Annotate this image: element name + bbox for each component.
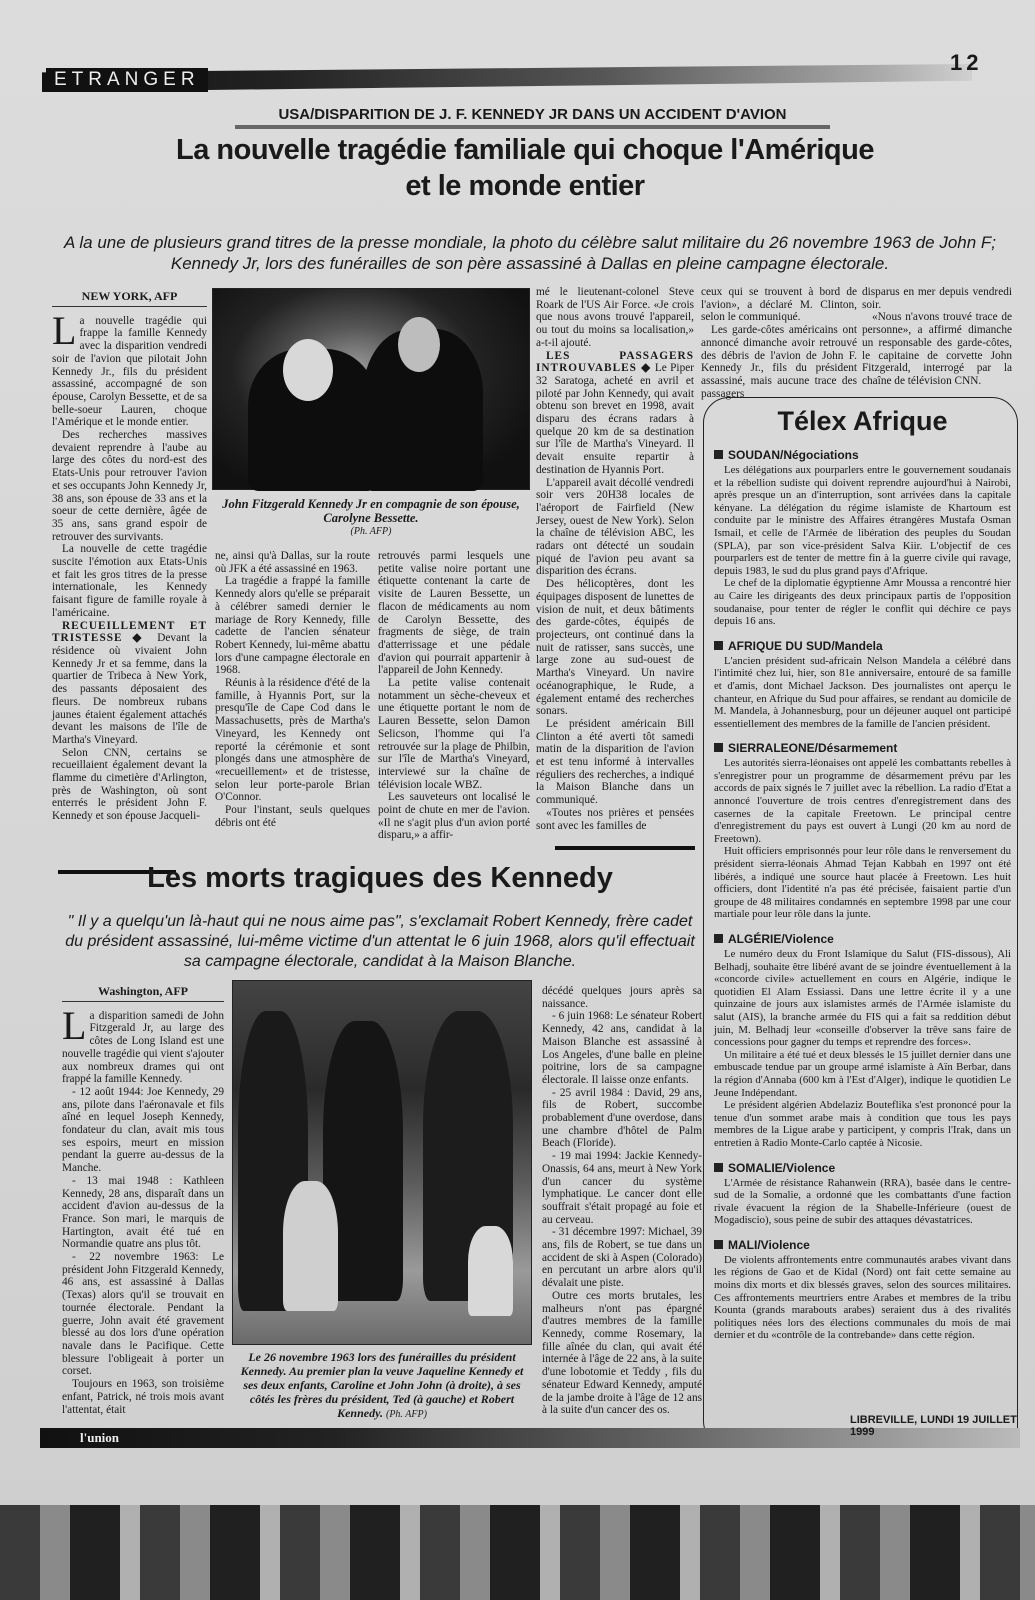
paragraph bbox=[62, 1175, 224, 1251]
telex-item-heading bbox=[714, 639, 1011, 653]
article-headline bbox=[60, 132, 990, 204]
paragraph bbox=[542, 1226, 702, 1290]
photo-caption bbox=[232, 1350, 532, 1422]
child-figure bbox=[283, 1181, 338, 1311]
telex-paragraph: Le président algérien Abdelaziz Bouteflika s'est prononcé pour la tenue d'un sommet arabe mais à condition que tous les pays membres de la Ligue arabe y participent, y compris l'Irak, dans un entretien à Radio Monte-Carlo captée à Nicosie. bbox=[714, 1099, 1011, 1149]
paragraph bbox=[536, 350, 694, 477]
divider bbox=[555, 846, 695, 850]
square-bullet-icon bbox=[714, 934, 723, 943]
child-figure bbox=[468, 1226, 513, 1316]
paragraph bbox=[542, 1087, 702, 1151]
telex-paragraph: Le numéro deux du Front Islamique du Salut (FIS-dissous), Ali Belhadj, souhaite être libéré avant de se joindre éventuellement à la «concorde civile» actuellement en cours en Algérie, indique le quotidien El Alam Essiassi. Dans une lettre écrite il y a une quinzaine de jours aux islamistes armés de l'Armée islamiste du salut (AIS), la branche armée du FIS qui a fait sa reddition début juin, M. Belhadj leur «conseille d'observer la trêve sans faire de concessions pour gagner du temps et reprendre des forces». bbox=[714, 948, 1011, 1049]
telex-paragraph: Le chef de la diplomatie égyptienne Amr Moussa a rencontré hier au Caire les dirigeants des deux principaux partis de l'opposition soudanaise, pour tenter de régler le conflit qui déchire ce pays depuis 16 ans. bbox=[714, 577, 1011, 628]
paragraph-text: - 22 novembre 1963: Le président John Fitzgerald Kennedy, 46 ans, est assassiné à Dallas (Texas) alors qu'il se trouvait en tournée électorale. Pendant la guerre, John avait été gravement blessé au dos lors d'une opération navale dans le Pacifique. Cette blessure l'obligeait à porter un corset. bbox=[62, 1251, 224, 1378]
paragraph bbox=[215, 677, 370, 804]
paragraph bbox=[536, 807, 694, 832]
background-floor bbox=[0, 1505, 1035, 1600]
photo-credit: (Ph. AFP) bbox=[385, 1409, 427, 1420]
article2-deck: " Il y a quelqu'un là-haut qui ne nous aime pas", s'exclamait Robert Kennedy, frère cadet du président assassiné, lui-même victime d'un attentat le 6 juin 1968, alors qu'il effectuait sa campagne électorale, candidat à la Maison Blanche. bbox=[65, 913, 695, 970]
square-bullet-icon bbox=[714, 450, 723, 459]
photo-credit: (Ph. AFP) bbox=[350, 526, 392, 537]
paragraph bbox=[536, 718, 694, 807]
paragraph-text: Pour l'instant, seuls quelques débris ont été bbox=[215, 804, 370, 829]
paragraph-text: décédé quelques jours après sa naissance. bbox=[542, 985, 702, 1010]
dateline: NEW YORK, AFP bbox=[52, 290, 207, 307]
paragraph-text: - 13 mai 1948 : Kathleen Kennedy, 28 ans, disparaît dans un accident d'avion au-dessus de la France. Son mari, le marquis de Hartington, avait été tué en Normandie quatre ans plus tôt. bbox=[62, 1174, 224, 1251]
paragraph-text: La tragédie a frappé la famille Kennedy alors qu'elle se préparait à célébrer samedi dernier le mariage de Rory Kennedy, fille cadette de l'ancien sénateur Robert Kennedy, lui-même abattu lors d'une campagne électorale en 1968. bbox=[215, 575, 370, 677]
paragraph-text: La nouvelle de cette tragédie suscite l'émotion aux Etats-Unis et fait les gros titres de la presse internationale, les Kennedy faisant figure de famille royale à l'américaine. bbox=[52, 543, 207, 619]
square-bullet-icon bbox=[714, 743, 723, 752]
paragraph bbox=[62, 1251, 224, 1378]
paragraph bbox=[378, 677, 530, 791]
paragraph bbox=[52, 747, 207, 823]
article-kicker: USA/DISPARITION DE J. F. KENNEDY JR DANS UN ACCIDENT D'AVION bbox=[235, 106, 830, 129]
paragraph bbox=[542, 1010, 702, 1086]
article-column bbox=[52, 290, 207, 855]
caption-text: Le 26 novembre 1963 lors des funérailles du président Kennedy. Au premier plan la veuve Jaqueline Kennedy et ses deux enfants, Caroline et John John (à droite), à ses côtés les frères du président, Ted (à gauche) et Robert Kennedy. bbox=[240, 1350, 524, 1420]
paragraph-text: - 25 avril 1984 : David, 29 ans, fils de Robert, succombe probablement d'une overdose, dans une chambre d'hôtel de Palm Beach (Floride). bbox=[542, 1086, 702, 1150]
paragraph-text: mé le lieutenant-colonel Steve Roark de l'US Air Force. «Je crois que nous avons trouvé l'appareil, ou tout du moins sa localisation,» a-t-il ajouté. bbox=[536, 286, 694, 349]
paragraph bbox=[62, 1086, 224, 1175]
telex-paragraph: Les autorités sierra-léonaises ont appelé les combattants rebelles à s'enregistrer pour un programme de désarmement prévu par les accords de paix signés le 7 juillet avec la rébellion. La radio d'Etat a annoncé l'ouverture de trois centres d'enregistrement dans des casernes de la capitale Freetown. Le principal centre d'enregistrement du pays est ouvert à Lungi (20 km au nord de Freetown). bbox=[714, 757, 1011, 845]
telex-item-heading bbox=[714, 1161, 1011, 1175]
paragraph bbox=[542, 1150, 702, 1226]
paragraph-text: La nouvelle tragédie qui frappe la famille Kennedy avec la disparition vendredi soir de l'avion que pilotait John Kennedy Jr., fils du président assassiné, accompagné de son épouse, Carolyn Bessette, et de sa belle-soeur Lauren, choque l'Amérique et le monde entier. bbox=[52, 307, 207, 429]
telex-paragraph: De violents affrontements entre communautés arabes vivant dans les régions de Gao et de Kidal (Nord) ont fait cette semaine au moins dix morts et dix blessés graves, selon des sources militaires. Ces affrontements meurtriers entre Arabes et membres de la tribu Kounta (grands marabouts arabes) seraient dus à des rivalités politiques nées lors des élections communales du mois de mai dernier et du «contrôle de la contrebande» dans cette région. bbox=[714, 1253, 1011, 1342]
issue-date: LIBREVILLE, LUNDI 19 JUILLET 1999 bbox=[850, 1414, 1017, 1438]
section-label: ETRANGER bbox=[46, 68, 208, 92]
heading-text: SIERRALEONE/Désarmement bbox=[728, 741, 898, 756]
telex-paragraph: L'Armée de résistance Rahanwein (RRA), basée dans le centre-sud de la Somalie, a ordonné que les combattants d'une faction rivale évacuent la région de la Shabelle-Inférieure (ouest de Mogadiscio), sous peine de subir des attaques dévastatrices. bbox=[714, 1176, 1011, 1227]
paragraph-text: - 12 août 1944: Joe Kennedy, 29 ans, pilote dans l'aéronavale et fils aîné en lequel Joseph Kennedy, fondateur du clan, avait mis tous ses espoirs, meurt en mission pendant la guerre au-dessus de la Manche. bbox=[62, 1085, 224, 1175]
face bbox=[283, 339, 333, 401]
paragraph bbox=[52, 620, 207, 747]
paragraph-text: disparus en mer depuis vendredi soir. bbox=[862, 286, 1012, 311]
telex-paragraph: Les délégations aux pourparlers entre le gouvernement soudanais et la rébellion sudiste qui doivent reprendre aujourd'hui à Nairobi, après presque un an d'interruption, sont arrivées dans la capitale kényane. La délégation du régime islamiste de Khartoum est conduite par le ministre des Affaires étrangères Mustafa Osman Ismail, et celle de l'Armée de libération des peuples du Soudan (SPLA), par son vice-président Salva Kiir. L'objectif de ces pourparlers est de tenter de mettre fin à la guerre civile qui ravage, depuis 1983, le sud du plus grand pays d'Afrique. bbox=[714, 464, 1011, 577]
telex-paragraph: L'ancien président sud-africain Nelson Mandela a célébré dans l'intimité chez lui, hier, son 81e anniversaire, entouré de sa famille et d'amis, dont Michael Jackson. Des journalistes ont aperçu le chanteur, en Afrique du Sud pour affaires, se rendant au domicile de M. Mandela, à Johannesburg, pour un déjeuner auquel ont participé essentiellement des membres de la famille de l'ancien président. bbox=[714, 654, 1011, 730]
dateline: Washington, AFP bbox=[62, 985, 224, 1002]
paragraph bbox=[62, 1002, 224, 1086]
telex-item-heading bbox=[714, 448, 1011, 462]
paragraph-text: retrouvés parmi lesquels une petite valise noire portant une étiquette contenant la carte de visite de Lauren Bessette, un flacon de médicaments au nom de Carolyn Bessette, des fragments de siège, de train d'atterrissage et une pédale d'avion qui pourrait appartenir à l'appareil de John Kennedy. bbox=[378, 550, 530, 677]
paragraph-text: L'appareil avait décollé vendredi soir vers 20H38 locales de l'aéroport de Fairfield (New Jersey, ouest de New York). Selon la chaîne de télévision ABC, les radars ont détecté un soudain piqué de l'avion peu avant sa disparition des écrans. bbox=[536, 476, 694, 578]
paragraph bbox=[215, 575, 370, 677]
paragraph bbox=[701, 324, 857, 400]
article-column bbox=[701, 286, 857, 400]
paragraph-text: Des recherches massives devaient reprendre à l'aube au large des côtes du nord-est des Etats-Unis pour retrouver l'avion et ses occupants John Kennedy Jr, 38 ans, son épouse de 33 ans et la soeur de cette dernière, âgée de 35 ans, sans grand espoir de retrouver des survivants. bbox=[52, 429, 207, 543]
article-column bbox=[536, 286, 694, 851]
telex-item-heading bbox=[714, 1238, 1011, 1252]
article-column bbox=[862, 286, 1012, 391]
photo-kennedy-couple bbox=[212, 288, 530, 490]
subhead: LES PASSAGERS INTROUVABLES ◆ bbox=[536, 349, 694, 375]
paragraph bbox=[536, 578, 694, 718]
paragraph-text: Devant la résidence où vivaient John Kennedy Jr et sa femme, dans la quartier de Tribeca à New York, des passants déposaient des fleurs. De nombreux rubans jaunes étaient également attachés devant les maisons de l'île de Martha's Vineyard. bbox=[52, 632, 207, 746]
paragraph-text: La disparition samedi de John Fitzgerald Jr, au large des côtes de Long Island est une nouvelle tragédie qui vient s'ajouter aux nombreux drames qui ont frappé la famille Kennedy. bbox=[62, 1002, 224, 1086]
paragraph bbox=[536, 477, 694, 579]
paragraph bbox=[52, 307, 207, 429]
face bbox=[398, 317, 440, 372]
paragraph-text: Réunis à la résidence d'été de la famille, à Hyannis Port, sur la presqu'île de Cape Cod dans le Massachusetts, près de Martha's Vineyard, les Kennedy ont reporté la cérémonie et sont plongés dans une atmosphère de «recueillement» et de tristesse, selon leur porte-parole Brian O'Connor. bbox=[215, 677, 370, 804]
telex-afrique-box bbox=[703, 397, 1018, 1447]
headline-line-2: et le monde entier bbox=[405, 170, 645, 202]
paragraph-text: Toujours en 1963, son troisième enfant, Patrick, né trois mois avant l'attentat, était bbox=[62, 1378, 224, 1416]
telex-item-heading bbox=[714, 741, 1011, 755]
photo-caption bbox=[212, 497, 530, 539]
heading-text: SOMALIE/Violence bbox=[728, 1160, 836, 1175]
article-deck: A la une de plusieurs grand titres de la presse mondiale, la photo du célèbre salut militaire du 26 novembre 1963 de John F; Kennedy Jr, lors des funérailles de son père assassiné à Dallas en pleine campagne électorale. bbox=[63, 233, 997, 273]
square-bullet-icon bbox=[714, 1240, 723, 1249]
paragraph bbox=[215, 550, 370, 575]
paragraph-text: La petite valise contenait notamment un sèche-cheveux et une étiquette portant le nom de Lauren Bessette, selon Damon Selicson, l'homme qui l'a retrouvée sur la plage de Philbin, sur l'île de Martha's Vineyard, interviewé sur la chaîne de télévision locale WBZ. bbox=[378, 677, 530, 791]
paragraph-text: Le Piper 32 Saratoga, acheté en avril et piloté par John Kennedy, qui avait obtenu son brevet en 1998, avait disparu des écrans radars à quelque 20 km de sa destination sur l'île de Martha's Vineyard. Il devait ensuite repartir à destination de Hyannis Port. bbox=[536, 362, 694, 476]
paragraph bbox=[536, 286, 694, 350]
headline-line-1: La nouvelle tragédie familiale qui choque l'Amérique bbox=[175, 134, 874, 166]
telex-paragraph: Un militaire a été tué et deux blessés le 15 juillet dernier dans une embuscade tendue par un groupe armé islamiste à Aïn Berbar, dans la région d'Annaba (600 km à l'Est d'Alger), indique le quotidien Le Jeune Indépendant. bbox=[714, 1048, 1011, 1099]
caption-text: John Fitzgerald Kennedy Jr en compagnie de son épouse, Carolyne Bessette. bbox=[222, 497, 520, 525]
article-column bbox=[215, 550, 370, 850]
article-column bbox=[378, 550, 530, 850]
paragraph bbox=[542, 985, 702, 1010]
paragraph bbox=[701, 286, 857, 324]
paragraph-text: Selon CNN, certains se recueillaient également devant la flamme du cimetière d'Arlington, près de Washington, où sont enterrés le président John F. Kennedy et son épouse Jacqueli- bbox=[52, 746, 207, 823]
telex-paragraph: Huit officiers emprisonnés pour leur rôle dans le renversement du président sierra-léonais Ahmad Tejan Kabbah en 1997 ont été libérés, a indiqué une source haut placée à Freetown. Les huit officiers, dont l'identité n'a pas été précisée, faisaient partie d'un groupe de 48 militaires condamnés en septembre 1998 par une cour martiale pour leur rôle dans la junte. bbox=[714, 845, 1011, 921]
paragraph bbox=[862, 286, 1012, 311]
paragraph-text: ne, ainsi qu'à Dallas, sur la route où JFK a été assassiné en 1963. bbox=[215, 550, 370, 575]
newspaper-name: l'union bbox=[80, 1430, 120, 1445]
photo-kennedy-funeral bbox=[232, 980, 532, 1345]
telex-item-heading bbox=[714, 932, 1011, 946]
paragraph bbox=[215, 804, 370, 829]
heading-text: AFRIQUE DU SUD/Mandela bbox=[728, 638, 883, 653]
square-bullet-icon bbox=[714, 641, 723, 650]
square-bullet-icon bbox=[714, 1163, 723, 1172]
paragraph-text: Les sauveteurs ont localisé le point de chute en mer de l'avion. «Il ne s'agit plus d'un avion porté disparu,» a affir- bbox=[378, 791, 530, 842]
paragraph-text: - 19 mai 1994: Jackie Kennedy-Onassis, 64 ans, meurt à New York d'un cancer du système lymphatique. Le cancer dont elle souffrait s'était propagé au foie et au cerveau. bbox=[542, 1150, 702, 1226]
paragraph bbox=[542, 1290, 702, 1417]
paragraph-text: Outre ces morts brutales, les malheurs n'ont pas épargné d'autres membres de la famille Kennedy, comme Rosemary, la fille aînée du clan, qui avait été internée à l'âge de 22 ans, à la suite d'une lobotomie et Teddy , fils du sénateur Edward Kennedy, amputé de la jambe droite à l'âge de 12 ans à la suite d'un cancer des os. bbox=[542, 1289, 702, 1417]
paragraph-text: Le président américain Bill Clinton a été averti tôt samedi matin de la disparition de l'avion et est tenu informé à intervalles réguliers des recherches, a indiqué la Maison Blanche dans un communiqué. bbox=[536, 717, 694, 807]
paragraph-text: ceux qui se trouvent à bord de l'avion», a déclaré M. Clinton, selon le communiqué. bbox=[701, 286, 857, 324]
paragraph bbox=[52, 543, 207, 619]
paragraph bbox=[862, 311, 1012, 387]
heading-text: SOUDAN/Négociations bbox=[728, 448, 859, 462]
article-column bbox=[62, 985, 224, 1435]
article2-headline: Les morts tragiques des Kennedy bbox=[147, 862, 613, 894]
paragraph bbox=[52, 429, 207, 543]
paragraph bbox=[62, 1378, 224, 1416]
paragraph-text: - 6 juin 1968: Le sénateur Robert Kennedy, 42 ans, candidat à la Maison Blanche est assassiné à Los Angeles, d'une balle en pleine poitrine, lors de sa campagne électorale. Il laisse onze enfants. bbox=[542, 1010, 702, 1086]
page-number: 12 bbox=[950, 50, 983, 75]
subhead: RECUEILLEMENT ET TRISTESSE ◆ bbox=[52, 619, 207, 645]
paragraph-text: «Nous n'avons trouvé trace de personne», a affirmé dimanche un responsable des garde-côtes, le capitaine de corvette John Fitzgerald, interrogé par la chaîne de télévision CNN. bbox=[862, 311, 1012, 387]
paragraph-text: - 31 décembre 1997: Michael, 39 ans, fils de Robert, se tue dans un accident de ski à Aspen (Colorado) en percutant un arbre alors qu'il dévalait une piste. bbox=[542, 1226, 702, 1290]
paragraph-text: Les garde-côtes américains ont annoncé dimanche avoir retrouvé des débris de l'avion de John F. Kennedy Jr., fils du président assassiné, mais aucune trace des passagers bbox=[701, 324, 857, 400]
heading-text: MALI/Violence bbox=[728, 1237, 810, 1252]
paragraph bbox=[378, 791, 530, 842]
article-column bbox=[542, 985, 702, 1435]
paragraph-text: «Toutes nos prières et pensées sont avec les familles de bbox=[536, 806, 694, 832]
paragraph-text: Des hélicoptères, dont les équipages disposent de lunettes de vision de nuit, et deux bâtiments des garde-côtes, équipés de projecteurs, ont continué dans la nuit de ratisser, sans succès, une large zone au sud-ouest de Martha's Vineyard. Un navire océanographique, le Rude, a également entamé des recherches sonars. bbox=[536, 578, 694, 718]
paragraph bbox=[378, 550, 530, 677]
heading-text: ALGÉRIE/Violence bbox=[728, 932, 834, 946]
telex-title: Télex Afrique bbox=[777, 406, 948, 436]
